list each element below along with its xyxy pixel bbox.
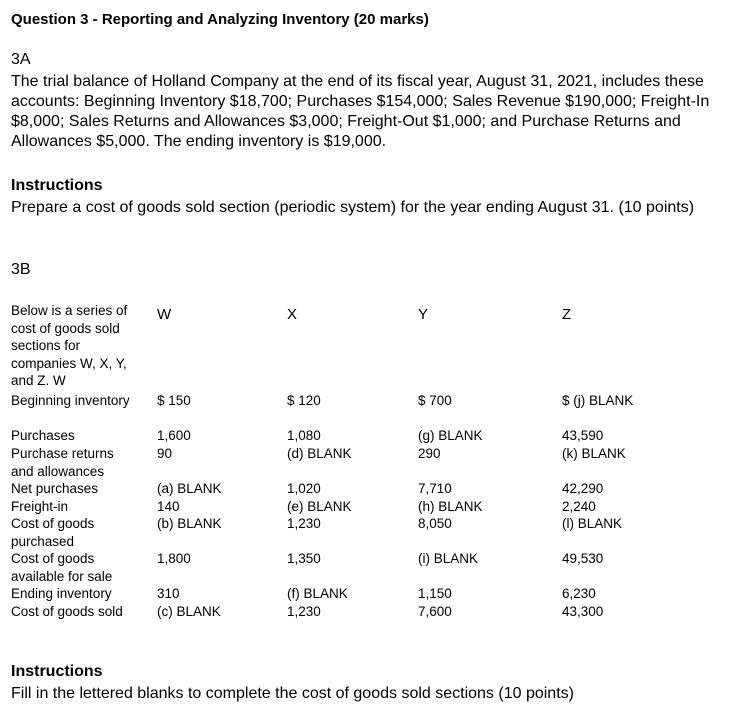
cell-x: (e) BLANK	[287, 499, 352, 514]
cell-z: 49,530	[562, 551, 604, 566]
part-3a-instructions-heading: Instructions	[11, 177, 103, 194]
cell-y: $ 700	[418, 393, 452, 408]
row-label: Freight-in	[11, 499, 69, 514]
cell-x: 1,230	[287, 516, 321, 531]
column-header-y: Y	[418, 306, 429, 323]
cell-x: 1,350	[287, 551, 321, 566]
cell-z: (k) BLANK	[562, 446, 626, 461]
cell-w: 1,800	[157, 551, 191, 566]
part-3b-instructions-heading: Instructions	[11, 663, 103, 680]
cell-y: 7,600	[418, 604, 452, 619]
cell-y: (g) BLANK	[418, 428, 483, 443]
cell-x: $ 120	[287, 393, 321, 408]
part-3a-instructions-text: Prepare a cost of goods sold section (periodic system) for the year ending August 31. (10 points)	[11, 199, 695, 216]
question-title: Question 3 - Reporting and Analyzing Inventory (20 marks)	[11, 11, 429, 28]
row-label: Purchases	[11, 428, 75, 443]
row-label: Cost of goods available for sale	[11, 551, 113, 584]
cell-w: 1,600	[157, 428, 191, 443]
cell-y: 7,710	[418, 481, 452, 496]
column-header-x: X	[287, 306, 298, 323]
cell-w: (a) BLANK	[157, 481, 222, 496]
cell-w: 140	[157, 499, 180, 514]
part-3a-heading: 3A	[11, 51, 31, 68]
cell-x: 1,080	[287, 428, 321, 443]
column-header-z: Z	[562, 306, 572, 323]
cell-z: 43,300	[562, 604, 604, 619]
cell-w: 310	[157, 586, 180, 601]
row-label: Beginning inventory	[11, 393, 130, 408]
row-label: Net purchases	[11, 481, 99, 496]
cell-w: (b) BLANK	[157, 516, 222, 531]
part-3b-heading: 3B	[11, 261, 31, 278]
column-header-w: W	[157, 306, 172, 323]
row-label: Cost of goods sold	[11, 604, 123, 619]
cell-z: 2,240	[562, 499, 596, 514]
cell-y: 1,150	[418, 586, 452, 601]
cell-y: 290	[418, 446, 441, 461]
part-3a-paragraph: The trial balance of Holland Company at the end of its fiscal year, August 31, 2021, includes these accounts: Beginning Inventory $18,700; Purchases $154,000; Sales Revenue $190,000; Freight-In $8,000; Sales Returns and Allowances $3,000; Freight-Out $1,000; and Purchase Returns and Allowances $5,000. The ending inventory is $19,000.	[11, 73, 710, 150]
cell-w: (c) BLANK	[157, 604, 221, 619]
cell-z: 42,290	[562, 481, 604, 496]
cell-y: (h) BLANK	[418, 499, 483, 514]
cell-w: 90	[157, 446, 173, 461]
cell-y: (i) BLANK	[418, 551, 479, 566]
row-label: Ending inventory	[11, 586, 112, 601]
cell-y: 8,050	[418, 516, 452, 531]
row-label: Purchase returns and allowances	[11, 446, 114, 479]
cell-x: (f) BLANK	[287, 586, 348, 601]
row-label: Cost of goods purchased	[11, 516, 95, 549]
cell-z: 6,230	[562, 586, 596, 601]
cell-w: $ 150	[157, 393, 191, 408]
cell-z: (l) BLANK	[562, 516, 623, 531]
cell-z: 43,590	[562, 428, 604, 443]
cell-x: (d) BLANK	[287, 446, 352, 461]
part-3b-instructions-text: Fill in the lettered blanks to complete the cost of goods sold sections (10 points)	[11, 685, 574, 702]
table-intro-label: Below is a series of cost of goods sold sections for companies W, X, Y, and Z. W	[11, 303, 128, 388]
cell-x: 1,230	[287, 604, 321, 619]
cell-x: 1,020	[287, 481, 321, 496]
cell-z: $ (j) BLANK	[562, 393, 634, 408]
